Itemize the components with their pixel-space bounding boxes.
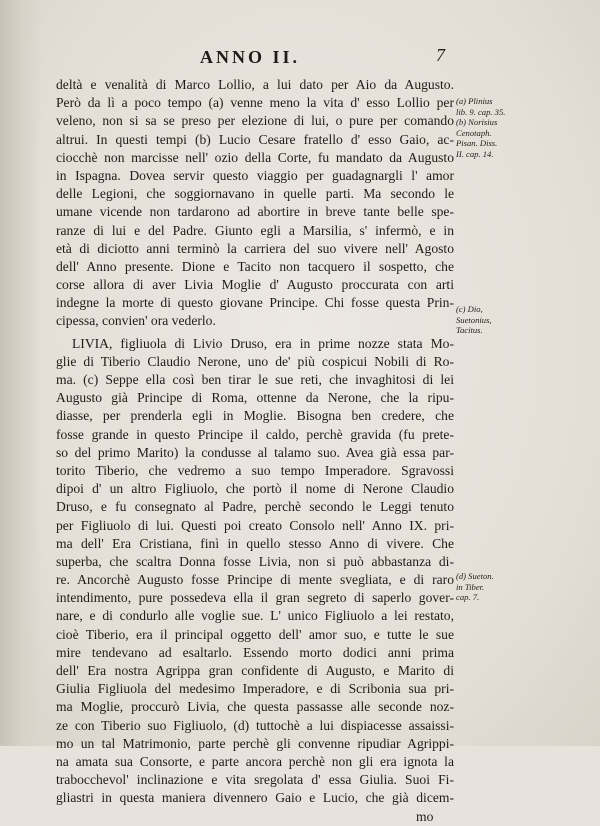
text-line: umane vicende non tardarono ad abortire in breve tante belle spe- xyxy=(56,204,454,220)
text-line: cipessa, convien' ora vederlo. xyxy=(56,313,216,329)
margin-note-line: Suetonius, xyxy=(456,314,492,325)
text-line: superba, che scaltra Donna fosse Livia, non si può abbastanza di- xyxy=(56,553,454,569)
text-line: trabocchevol' inclinazione e vita sregolata d' essa Giulia. Suoi Fi- xyxy=(56,772,454,788)
text-line: LIVIA, figliuola di Livio Druso, era in prime nozze stata Mo- xyxy=(72,335,454,351)
page-number: 7 xyxy=(436,45,445,65)
text-line: Giulia Figliuola del medesimo Imperadore, e di Scribonia sua pri- xyxy=(56,681,454,697)
text-line: ciocchè non marcisse nell' ozio della Corte, fu mandato da Augusto xyxy=(56,149,454,165)
binding-gutter-shadow xyxy=(0,0,42,746)
margin-note-line: (a) Plinius xyxy=(456,96,493,106)
margin-note-line: in Tiber. xyxy=(456,581,485,592)
margin-note-line: Cenotaph. xyxy=(456,127,492,138)
margin-note-line: II. cap. 14. xyxy=(456,148,494,159)
text-line: altrui. In questi tempi (b) Lucio Cesare fratello d' esso Gaio, ac- xyxy=(56,131,454,147)
text-line: gliastri in questa maniera divennero Gaio e Lucio, che già dicem- xyxy=(56,790,454,806)
text-line: veleno, non si sa se preso per elezione di lui, o pure per comando xyxy=(56,113,454,129)
text-line: ma. (c) Seppe ella così ben tirar le sue reti, che invaghitosi di lei xyxy=(56,372,454,387)
text-line: diasse, per prenderla egli in Moglie. Bisogna ben credere, che xyxy=(56,408,454,424)
text-line: cioè Tiberio, era il principal oggetto dell' amor suo, e tutte le sue xyxy=(56,626,454,642)
margin-note-line: lib. 9. cap. 35. xyxy=(456,106,506,117)
text-line: Però da lì a poco tempo (a) venne meno la vita d' esso Lollio per xyxy=(56,95,454,111)
body-text xyxy=(56,76,454,826)
text-line: nare, e di condurlo alle voglie sue. L' unico Figliuolo a lei restato, xyxy=(56,608,454,624)
margin-note-line: cap. 7. xyxy=(456,592,480,603)
text-line: in Ispagna. Dovea servir questo viaggio per guadagnargli l' amor xyxy=(56,167,454,183)
margin-note-line: (d) Sueton. xyxy=(456,571,494,581)
margin-note xyxy=(456,117,536,159)
text-line: mo xyxy=(416,808,434,824)
text-line: età di diciotto anni terminò la carriera del suo vivere nell' Agosto xyxy=(56,240,454,256)
margin-note-line: (b) Norisius xyxy=(456,117,498,127)
text-line: Druso, e fu consegnato al Padre, perchè secondo le Leggi tenuto xyxy=(56,499,454,515)
text-line: dell' Era nostra Agrippa gran confidente di Augusto, e Marito di xyxy=(56,663,454,678)
margin-note-line: (c) Dio, xyxy=(456,304,483,314)
margin-note-line: Tacitus. xyxy=(456,325,483,336)
text-line: intendimento, pure possedeva ella il gran segreto di saperlo gover- xyxy=(56,590,454,606)
margin-note xyxy=(456,571,536,603)
text-line: ze con Tiberio suo Figliuolo, (d) tuttochè a lui dispiacesse assaissi- xyxy=(56,717,454,733)
text-line: indegne la morte di questo giovane Principe. Chi fosse questa Prin- xyxy=(56,295,454,311)
text-line: dipoi d' un altro Figliuolo, che portò il nome di Nerone Claudio xyxy=(56,481,454,497)
text-line: re. Ancorchè Augusto fosse Principe di mente svegliata, e di raro xyxy=(56,572,454,588)
text-line: so del primo Marito) la condusse al talamo suo. Avea già essa par- xyxy=(56,444,454,460)
text-line: ma Moglie, proccurò Livia, che questa passasse alle seconde noz- xyxy=(56,699,454,715)
text-line: deltà e venalità di Marco Lollio, a lui dato per Aio da Augusto. xyxy=(56,77,454,92)
margin-note xyxy=(456,96,536,117)
margin-note-line: Pisan. Diss. xyxy=(456,138,498,149)
page-title: ANNO II. xyxy=(200,47,301,67)
text-line: dell' Anno presente. Dione e Tacito non tacquero il sospetto, che xyxy=(56,258,454,274)
margin-note xyxy=(456,304,536,336)
text-line: ma dell' Era Cristiana, finì in quello stesso Anno di vivere. Che xyxy=(56,535,454,551)
text-line: mire tendevano ad esaltarlo. Essendo morto dodici anni prima xyxy=(56,644,454,660)
text-line: glie di Tiberio Claudio Nerone, uno de' più cospicui Nobili di Ro- xyxy=(56,353,454,369)
text-line: Augusto già Principe di Roma, ottenne da Nerone, che la ripu- xyxy=(56,390,454,406)
text-line: fosse grande in questo Principe il caldo, perchè gravida (fu prete- xyxy=(56,426,454,442)
text-line: na amata sua Consorte, e parte ancora perchè non gli era ignota la xyxy=(56,753,454,769)
text-line: torito Tiberio, che vedremo a suo tempo Imperadore. Sgravossi xyxy=(56,462,454,478)
text-line: mo un tal Matrimonio, parte perchè gli convenne ripudiar Agrippi- xyxy=(56,735,454,751)
text-line: corse allora di aver Livia Moglie d' Augusto proccurata con arti xyxy=(56,277,454,293)
text-line: delle Legioni, che soggiornavano in quelle parti. Ma secondo le xyxy=(56,186,454,202)
text-line: ranze di lui e del Padre. Giunto egli a Marsilia, s' infermò, e in xyxy=(56,222,454,238)
running-head xyxy=(0,47,600,71)
text-line: per Figliuolo di lui. Questi poi creato Consolo nell' Anno IX. pri- xyxy=(56,517,454,533)
